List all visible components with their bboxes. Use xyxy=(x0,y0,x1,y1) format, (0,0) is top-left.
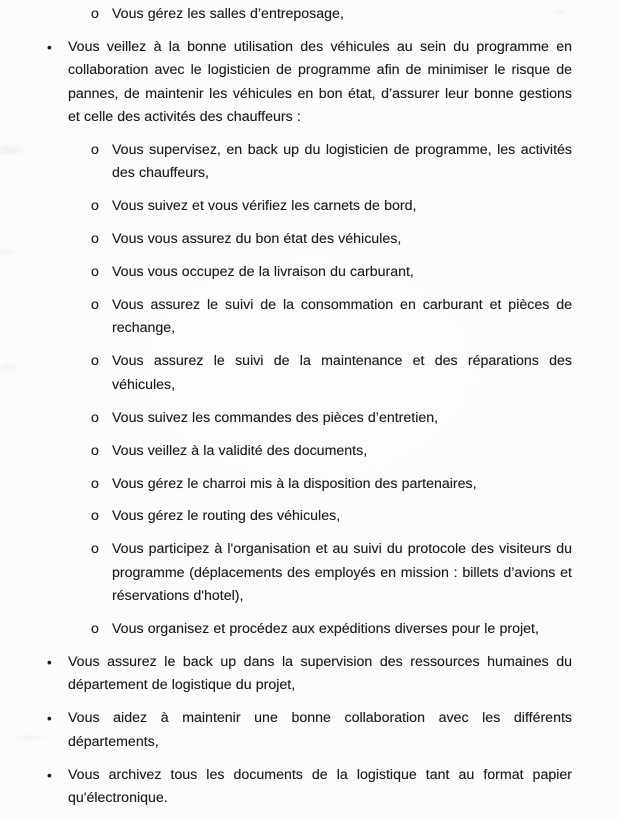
bullet-marker-icon: o xyxy=(91,621,99,638)
list-item xyxy=(0,294,620,341)
bullet-marker-icon: • xyxy=(47,711,52,727)
list-item xyxy=(0,36,620,130)
list-item-text: Vous gérez le routing des véhicules, xyxy=(112,508,341,525)
bullet-marker-icon: o xyxy=(91,264,99,281)
list-item xyxy=(0,228,620,251)
list-item-text: Vous assurez le suivi de la maintenance et des réparations des véhicules, xyxy=(112,353,572,393)
list-item xyxy=(0,473,620,496)
bullet-marker-icon: o xyxy=(91,409,99,426)
bullet-marker-icon: • xyxy=(47,654,52,670)
list-item xyxy=(0,764,620,811)
bullet-marker-icon: o xyxy=(91,198,99,215)
bullet-marker-icon: o xyxy=(91,142,99,159)
list-item-text: Vous organisez et procédez aux expéditions diverses pour le projet, xyxy=(112,621,539,638)
list-item-text: Vous vous assurez du bon état des véhicules, xyxy=(112,231,402,248)
list-item-text: Vous supervisez, en back up du logisticien de programme, les activités des chauffeurs, xyxy=(112,142,572,182)
list-item xyxy=(0,3,620,26)
list-item xyxy=(0,538,620,608)
list-item-text: Vous veillez à la bonne utilisation des véhicules au sein du programme en collaboration avec le logisticien de programme afin de minimiser le risque de pannes, de maintenir les véhicules en bon état, d’assurer leur bonne gestions et celle des activités des chauffeurs : xyxy=(68,38,572,126)
list-item xyxy=(0,350,620,397)
bullet-marker-icon: • xyxy=(47,39,52,55)
list-item-text: Vous participez à l'organisation et au suivi du protocole des visiteurs du programme (déplacements des employés en mission : billets d’avions et réservations d'hotel), xyxy=(112,541,572,605)
bullet-list xyxy=(0,3,620,810)
list-item xyxy=(0,440,620,463)
list-item xyxy=(0,407,620,430)
list-item-text: Vous gérez les salles d’entreposage, xyxy=(112,6,344,22)
list-item-text: Vous suivez les commandes des pièces d’entretien, xyxy=(112,409,439,426)
list-item-text: Vous assurez le back up dans la supervision des ressources humaines du département de logistique du projet, xyxy=(68,653,572,694)
list-item xyxy=(0,618,620,641)
bullet-marker-icon: • xyxy=(47,767,52,783)
list-item-text: Vous gérez le charroi mis à la disposition des partenaires, xyxy=(112,475,477,492)
list-item-text: Vous suivez et vous vérifiez les carnets de bord, xyxy=(112,198,417,215)
bullet-marker-icon: o xyxy=(91,231,99,248)
bullet-marker-icon: o xyxy=(91,508,99,525)
bullet-marker-icon: o xyxy=(91,442,99,459)
bullet-marker-icon: o xyxy=(91,6,99,22)
list-item-text: Vous veillez à la validité des documents, xyxy=(112,442,368,459)
bullet-marker-icon: o xyxy=(91,475,99,492)
bullet-marker-icon: o xyxy=(91,353,99,370)
list-item xyxy=(0,139,620,186)
list-item xyxy=(0,505,620,528)
bullet-marker-icon: o xyxy=(91,541,99,558)
list-item-text: Vous archivez tous les documents de la logistique tant au format papier qu'électronique. xyxy=(68,766,572,806)
list-item xyxy=(0,195,620,218)
list-item-text: Vous aidez à maintenir une bonne collaboration avec les différents départements, xyxy=(68,710,572,750)
list-item xyxy=(0,651,620,698)
list-item-text: Vous vous occupez de la livraison du carburant, xyxy=(112,264,414,281)
list-item-text: Vous assurez le suivi de la consommation en carburant et pièces de rechange, xyxy=(112,297,572,337)
bullet-marker-icon: o xyxy=(91,297,99,314)
list-item xyxy=(0,261,620,284)
list-item xyxy=(0,707,620,754)
